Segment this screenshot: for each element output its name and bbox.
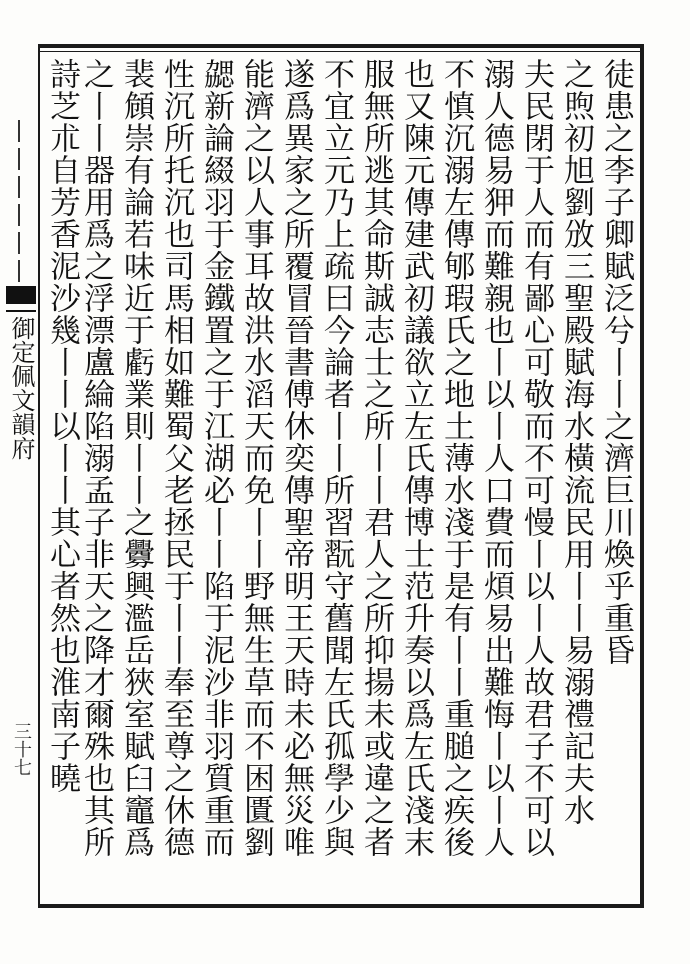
left-border — [38, 44, 40, 908]
text-column-10: 能濟之以人事耳故洪水滔天而免丨丨野無生草而不困匱劉 — [238, 58, 274, 858]
text-column-1: 徒患之李子卿賦泛兮丨丨之濟巨川煥乎重昏 — [598, 58, 634, 666]
text-column-14: 之丨丨器用爲之浮漂盧綸陷溺孟子非天之降才爾殊也其所 — [78, 58, 114, 858]
book-title: 御定佩文韻府 — [7, 316, 35, 460]
text-column-8: 不宜立元乃上疏曰今論者丨丨所習翫守舊聞左氏孤學少與 — [318, 58, 354, 858]
text-column-4: 溺人德易狎而難親也丨以丨人口費而煩易出難悔丨以丨人 — [478, 58, 514, 858]
right-border — [640, 44, 644, 908]
text-column-13: 裴頠崇有論若味近于虧業則丨丨之釁興濫岳狹室賦臼竈爲 — [118, 58, 154, 858]
text-column-3: 夫民閉于人而有鄙心可敬而不可慢丨以丨人故君子不可以 — [518, 58, 554, 858]
text-column-12: 性沉所托沉也司馬相如難蜀父老拯民于丨丨奉至尊之休德 — [158, 58, 194, 858]
top-inner-border — [38, 51, 644, 52]
fish-tail-mark — [6, 286, 36, 304]
text-column-7: 服無所逃其命斯誠志士之所丨丨君人之所抑揚未或違之者 — [358, 58, 394, 858]
text-column-9: 遂爲異家之所覆冒晉書傅休奕傳聖帝明王天時未必無災唯 — [278, 58, 314, 858]
text-column-6: 也又陳元傳建武初議欲立左氏傳博士范升奏以爲左氏淺末 — [398, 58, 434, 858]
text-column-15: 詩芝朮自芳香泥沙幾丨丨以丨丨其心者然也淮南子曉 — [44, 58, 80, 794]
top-border — [38, 44, 644, 48]
text-column-2: 之煦初旭劉攽三聖殿賦海水橫流民用丨丨易溺禮記夫水 — [558, 58, 594, 826]
page-number: 三十七 — [11, 722, 32, 776]
text-column-11: 勰新論綴羽于金鐵置之于江湖必丨丨陷于泥沙非羽質重而 — [198, 58, 234, 858]
bottom-border — [38, 904, 644, 908]
margin-rule-marks — [4, 114, 34, 314]
text-column-5: 不慎沉溺左傳郇瑕氏之地土薄水淺于是有丨丨重膇之疾後 — [438, 58, 474, 858]
fish-tail-line — [6, 310, 36, 312]
